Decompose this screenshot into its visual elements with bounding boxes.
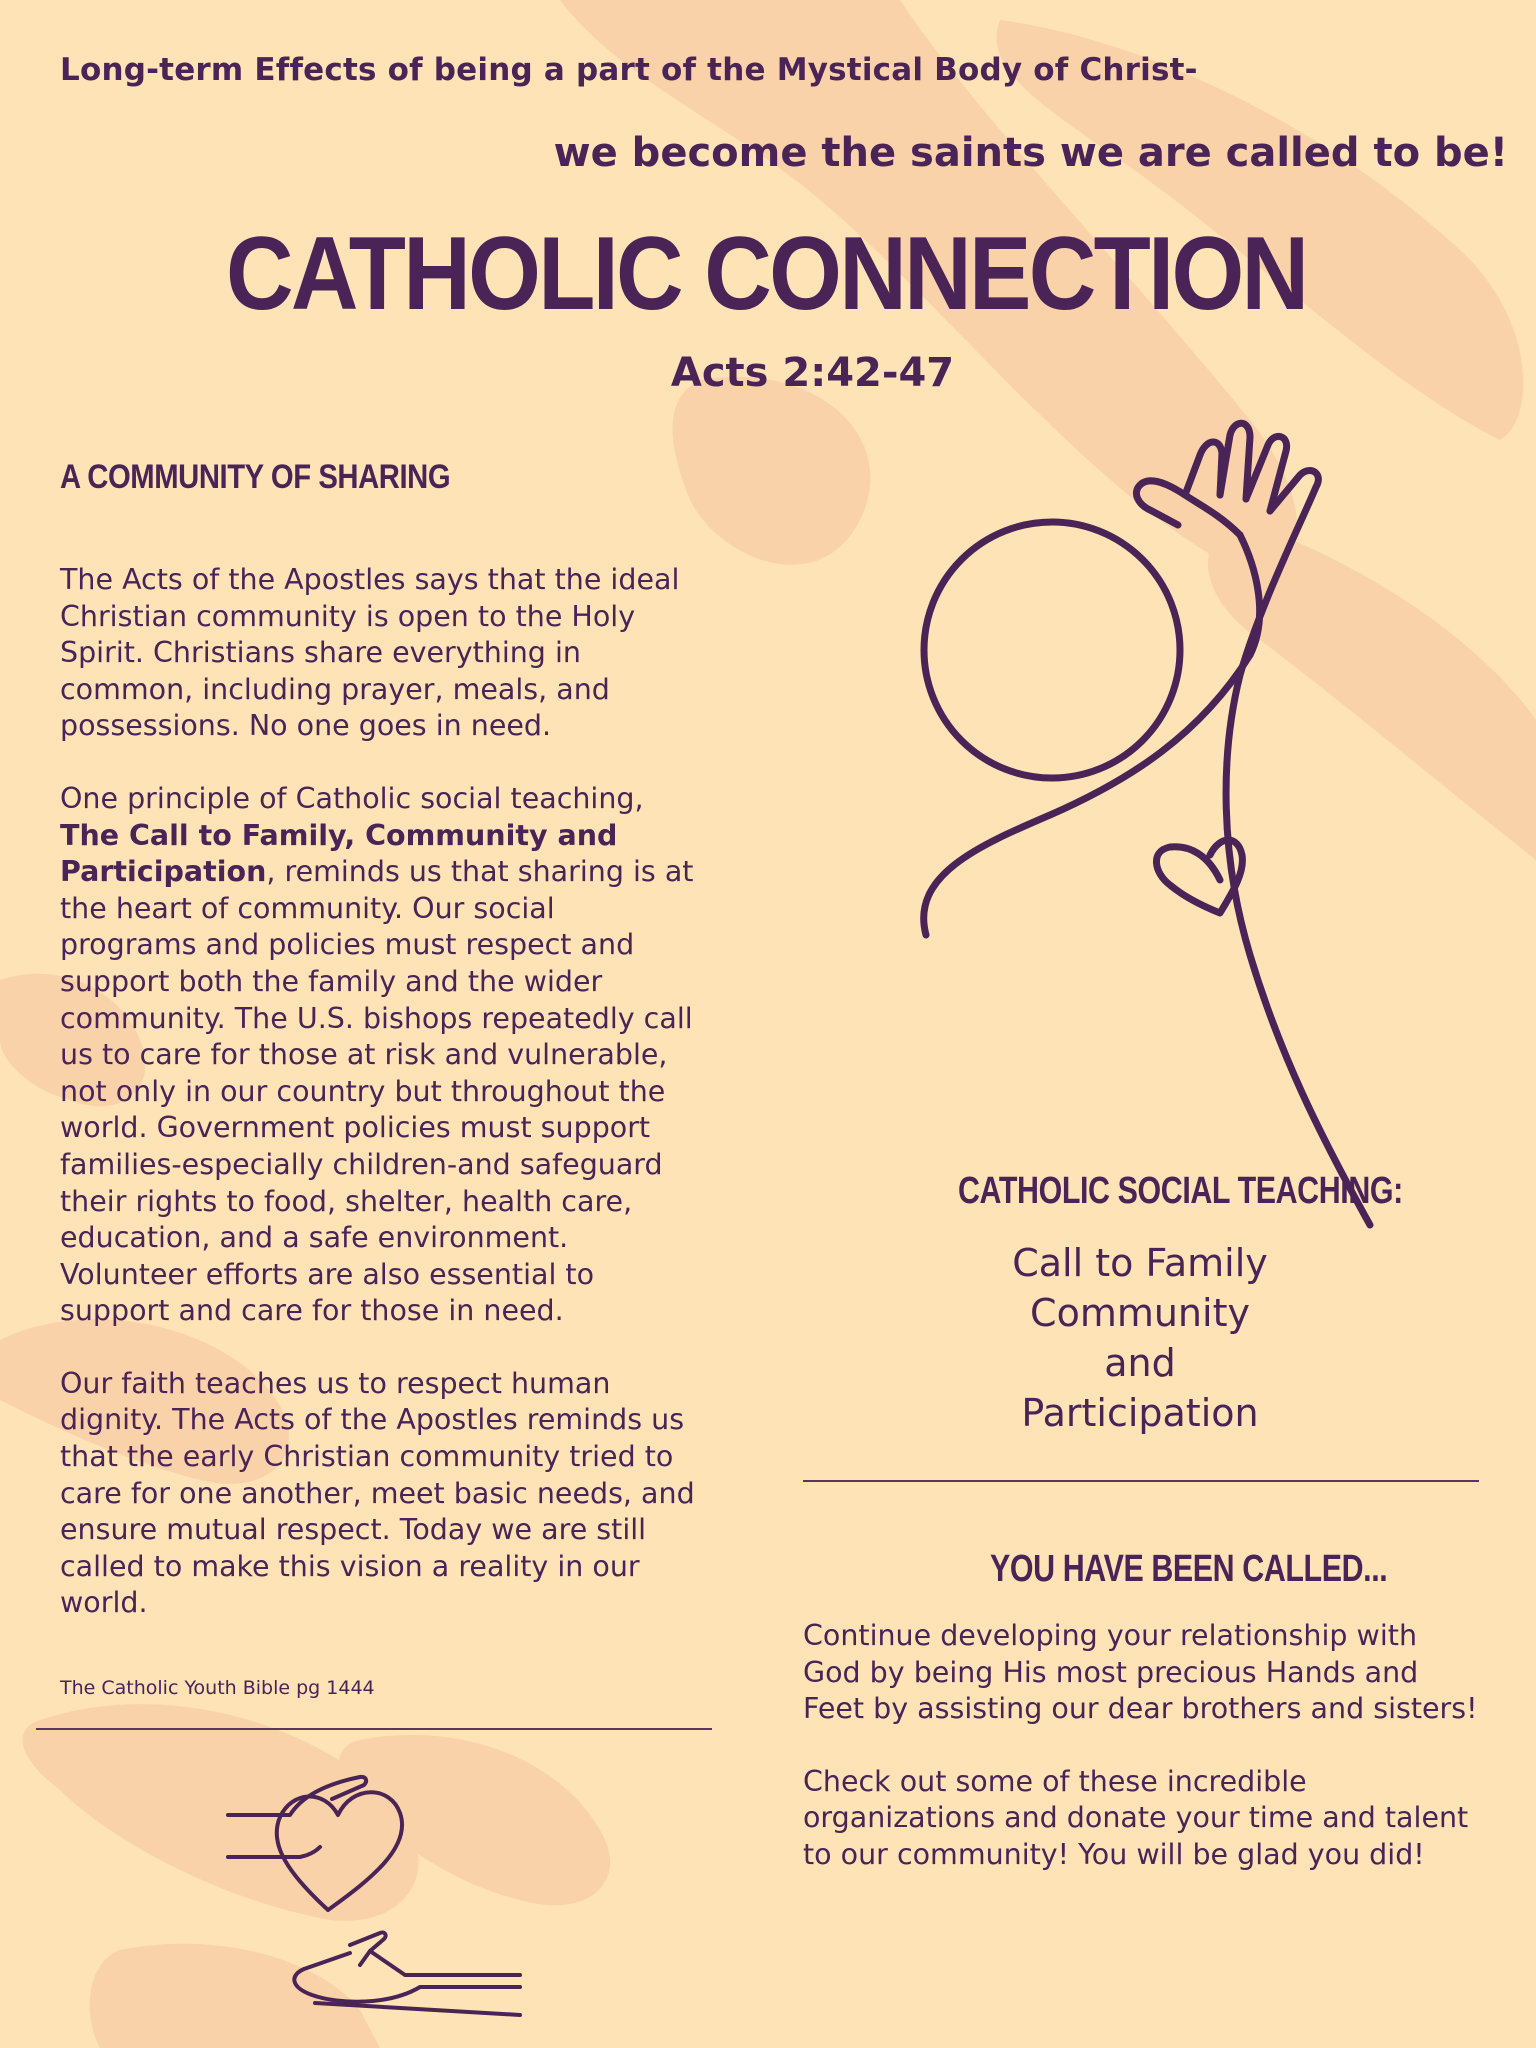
- body-paragraph-2: [60, 781, 700, 1330]
- cst-line-1: Call to Family: [1012, 1241, 1268, 1285]
- cst-line-2: Community: [1030, 1291, 1250, 1335]
- page-title: CATHOLIC CONNECTION: [225, 216, 1307, 332]
- left-divider: [36, 1728, 712, 1730]
- body-column: [60, 562, 700, 1658]
- section-heading: A COMMUNITY OF SHARING: [60, 458, 451, 496]
- right-divider: [803, 1480, 1479, 1482]
- tagline: we become the saints we are called to be!: [553, 130, 1508, 176]
- called-heading: YOU HAVE BEEN CALLED...: [990, 1548, 1388, 1590]
- body-paragraph-3: Our faith teaches us to respect human dignity. The Acts of the Apostles reminds us that the early Christian community tried to care for one another, meet basic needs, and ensure mutual respect. Today we are still called to make this vision a reality in our world.: [60, 1366, 695, 1620]
- body-paragraph-1: The Acts of the Apostles says that the ideal Christian community is open to the Holy Spirit. Christians share everything in common, including prayer, meals, and possessions. No one goes in need.: [60, 563, 680, 743]
- cst-line-3: and: [1104, 1341, 1176, 1385]
- cst-heading: CATHOLIC SOCIAL TEACHING:: [958, 1170, 1403, 1212]
- scripture-reference: Acts 2:42-47: [670, 350, 955, 396]
- kicker-heading: Long-term Effects of being a part of the Mystical Body of Christ-: [60, 52, 1198, 88]
- para2-rest: , reminds us that sharing is at the heart of community. Our social programs and policies must respect and support both the family and the wider community. The U.S. bishops repeatedly call us to care for those at risk and vulnerable, not only in our country but throughout the world. Government policies must support families-especially children-and safeguard their rights to food, shelter, health care, education, and a safe environment. Volunteer efforts are also essential to support and care for those in need.: [60, 855, 694, 1328]
- called-body: [803, 1618, 1483, 1910]
- para2-intro: One principle of Catholic social teaching,: [60, 781, 644, 815]
- called-paragraph-2: Check out some of these incredible organizations and donate your time and talent to our community! You will be glad you did!: [803, 1764, 1469, 1871]
- cst-line-4: Participation: [1021, 1391, 1259, 1435]
- hands-heart-icon: [220, 1755, 530, 2025]
- raised-hand-sun-heart-icon: [900, 415, 1460, 1245]
- para2-bold-principle: The Call to Family, Community and Participation: [60, 818, 618, 889]
- called-paragraph-1: Continue developing your relationship with God by being His most precious Hands and Feet by assisting our dear brothers and sisters!: [803, 1619, 1478, 1726]
- source-citation: The Catholic Youth Bible pg 1444: [60, 1677, 375, 1699]
- cst-principle: [930, 1238, 1350, 1438]
